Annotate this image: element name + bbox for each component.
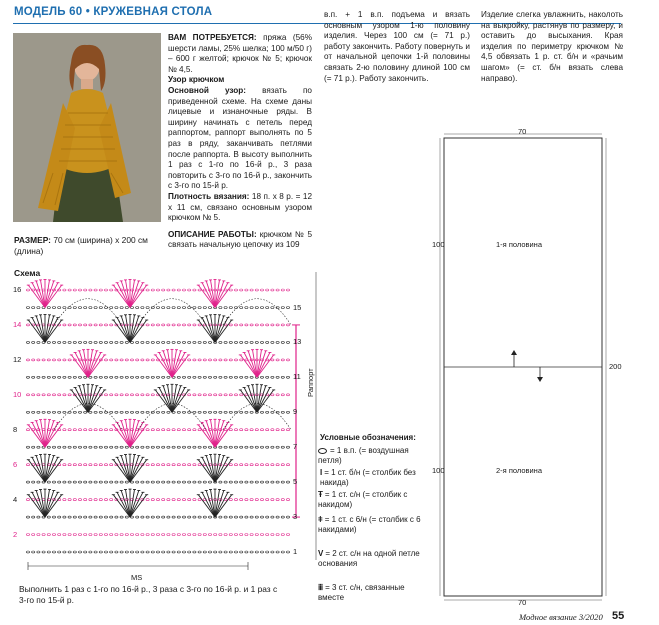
row-number-right: 9 [293,407,298,417]
crochet-pattern-heading: Узор крючком [168,75,225,85]
gauge-label: Плотность вязания: [168,191,250,201]
row-number-left: 12 [13,354,22,364]
up-arrow-icon [511,350,517,367]
main-pattern-text: вязать по приведенной схеме. На схеме даны лицевые и изнаночные ряды. В ширину начинать с петель перед раппортом, раппорт выполнять по 5 раз в ряду, заканчивать петлями после раппорта. В высоту выполнить 1 раз с 1-го по 16-й р., 3 раза повторить с 3-го по 16-й р., закончить с 3-го по 15-й р. [168,85,312,191]
magazine-footer: Модное вязание 3/2020 [519,612,603,622]
schematic-half-2-label: 2-я половина [496,466,542,475]
legend-3dc-tog-text: = 3 ст. с/н, связанные вместе [318,583,405,602]
materials-text: пряжа (56% шерсти ламы, 25% шелка; 100 м/50 г) – 600 г желтой; крючок № 5; крючок № 4,5. [168,33,312,74]
row-number-right: 1 [293,547,298,556]
row-number-right: 3 [293,512,298,522]
gauge-text: 18 п. x 8 р. = 12 x 11 см, связано основным узором крючком № 5. [168,191,312,223]
repeat-label: Раппорт [306,368,315,397]
legend-sc-text: = 1 ст. б/н (= столбик без накида) [320,468,416,487]
row-number-right: 13 [293,337,302,347]
legend-2dc-text: = 2 ст. с/н на одной петле основания [318,549,420,568]
legend-title: Условные обозначения: [320,433,416,442]
v-stitch-symbol-icon: V [318,549,324,558]
row-number-left: 10 [13,389,22,399]
materials-label: ВАМ ПОТРЕБУЕТСЯ: [168,33,257,42]
row-number-right: 7 [293,442,298,452]
row-number-left: 16 [13,285,22,294]
row-number-right: 11 [293,372,301,382]
row-number-left: 14 [13,319,22,329]
schematic-right-total-length: 200 [609,362,622,371]
main-pattern-label: Основной узор: [168,85,246,95]
schema-caption: Выполнить 1 раз с 1-го по 16-й р., 3 раза с 3-го по 16-й р. и 1 раз с 3-го по 15-й р. [19,584,278,605]
row-number-left: 8 [13,424,18,434]
down-arrow-icon [537,367,543,382]
cluster-symbol-icon: ⅲ [318,583,324,592]
page-number: 55 [612,610,625,622]
legend-6tr-text: = 1 ст. с 6/н (= столбик с 6 накидами) [318,515,421,534]
row-number-left: 2 [13,529,18,539]
row-number-right: 15 [293,302,302,312]
row-number-left: 6 [13,459,18,469]
schematic-bottom-width: 70 [518,598,527,607]
page-title: МОДЕЛЬ 60 • КРУЖЕВНАЯ СТОЛА [14,6,213,18]
six-tr-symbol-icon: ǂ [318,515,323,524]
schematic-half-1-label: 1-я половина [496,240,542,249]
instructions-column-2: в.п. + 1 в.п. подъема и вязать основным узором 1-ю половину изделия. Через 100 см (= 71 р.) работу закончить. Работу повернуть и от начальной цепочки 1-й половины связать 2-ю половину длиной 100 см (= 71 р.). Работу закончить. [324,10,470,83]
schematic-left-bottom-length: 100 [432,466,445,475]
size-label: РАЗМЕР: [14,235,51,245]
work-description-label: ОПИСАНИЕ РАБОТЫ: [168,229,257,239]
instructions-column-3: Изделие слегка увлажнить, наколоть на выкройку, растянув по размеру, и оставить до высыхания. Края изделия по периметру крючком № 4,5 обвязать 1 р. ст. б/н и «рачьим шагом» (= ст. б/н вязать слева направо). [481,10,623,83]
row-number-left: 4 [13,494,18,504]
legend-chain-text: = 1 в.п. (= воздушная петля) [318,446,409,465]
sc-symbol-icon: I [320,468,323,477]
size-text: 70 см (ширина) x 200 см (длина) [14,235,148,256]
schematic-left-top-length: 100 [432,240,445,249]
work-description-text: крючком № 5 связать начальную цепочку из 109 [168,229,313,250]
ms-label: MS [131,573,143,582]
schematic-top-width: 70 [518,127,527,136]
row-number-right: 5 [293,477,298,487]
dc-symbol-icon: Ŧ [318,490,323,499]
schema-title: Схема [14,268,41,278]
legend-dc-text: = 1 ст. с/н (= столбик с накидом) [318,490,408,509]
